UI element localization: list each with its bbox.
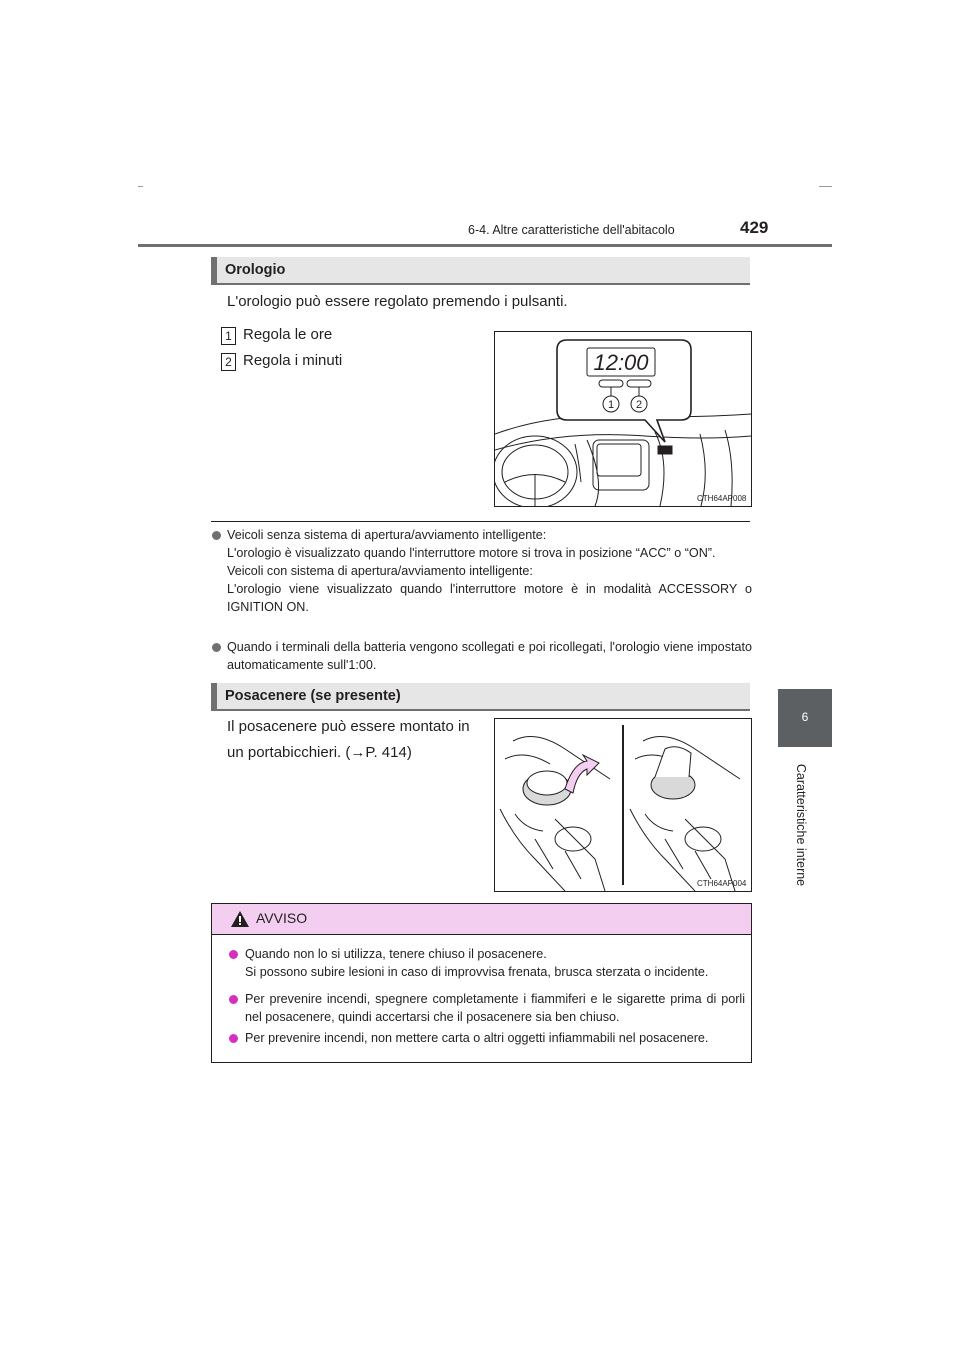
note-2-line-1: Quando i terminali della batteria vengono scollegati e poi ricollegati, l'orologio viene impostato automaticamente sull'1:00. [227,640,752,672]
clock-intro: L'orologio può essere regolato premendo i pulsanti. [227,293,568,310]
crop-mark-left [138,186,143,187]
callout-number-2: 2 [221,353,236,371]
ashtray-figure [494,718,752,892]
header-section-title: 6-4. Altre caratteristiche dell'abitacolo [468,223,675,237]
warning-header [212,904,751,934]
chapter-title-vertical [789,760,813,890]
crop-mark-right [819,186,832,187]
clock-figure [494,331,752,507]
warning-bullet-icon [229,950,238,959]
notes-separator [211,521,750,522]
note-bullet-icon [212,531,221,540]
warning-item-1-line-2: Si possono subire lesioni in caso di improvvisa frenata, brusca sterzata o incidente. [245,965,709,979]
page-number: 429 [740,218,769,237]
warning-item-1-line-1: Quando non lo si utilizza, tenere chiuso il posacenere. [245,947,547,961]
section-title-ashtray: Posacenere (se presente) [225,688,401,704]
figure-code: CTH64AP004 [697,879,747,888]
warning-divider [212,934,751,935]
warning-item-3: Per prevenire incendi, non mettere carta o altri oggetti infiammabili nel posacenere. [245,1031,709,1045]
clock-display-text: 12:00 [593,350,649,375]
note-1-line-3: Veicoli con sistema di apertura/avviamento intelligente: [227,564,533,578]
clock-item-hours: Regola le ore [243,326,333,343]
note-bullet-icon [212,643,221,652]
warning-box [211,903,752,1063]
figure-callout-2: 2 [635,399,643,411]
note-2 [227,638,752,674]
warning-triangle-icon [230,910,250,928]
ashtray-text-line-2: un portabicchieri. (→P. 414) [227,744,412,761]
dashboard-illustration [495,332,751,506]
chapter-number: 6 [801,710,809,724]
section-heading-ashtray [211,683,750,711]
figure-callout-1: 1 [607,399,615,411]
header-rule [138,244,832,247]
warning-title: AVVISO [256,910,308,926]
section-marker [211,257,217,283]
callout-number-1: 1 [221,327,236,345]
section-marker [211,683,217,709]
figure-code: CTH64AP008 [697,494,747,503]
warning-item-2: Per prevenire incendi, spegnere completamente i fiammiferi e le sigarette prima di porli nel posacenere, quindi accertarsi che il posacenere sia ben chiuso. [245,992,745,1024]
note-1-line-1: Veicoli senza sistema di apertura/avviamento intelligente: [227,528,547,542]
ashtray-text-line-1: Il posacenere può essere montato in [227,718,470,735]
warning-item-1 [245,945,745,981]
warning-bullet-icon [229,1034,238,1043]
ashtray-illustration [495,719,751,891]
note-1-line-2: L'orologio è visualizzato quando l'interruttore motore si trova in posizione “ACC” o “ON”. [227,546,716,560]
note-1 [227,526,752,616]
section-title-clock: Orologio [225,262,286,278]
chapter-title: Caratteristiche interne [794,763,808,887]
note-1-line-4: L'orologio viene visualizzato quando l'interruttore motore è in modalità ACCESSORY o IGNITION ON. [227,582,752,614]
warning-bullet-icon [229,995,238,1004]
section-heading-clock [211,257,750,285]
clock-item-minutes: Regola i minuti [243,352,343,369]
